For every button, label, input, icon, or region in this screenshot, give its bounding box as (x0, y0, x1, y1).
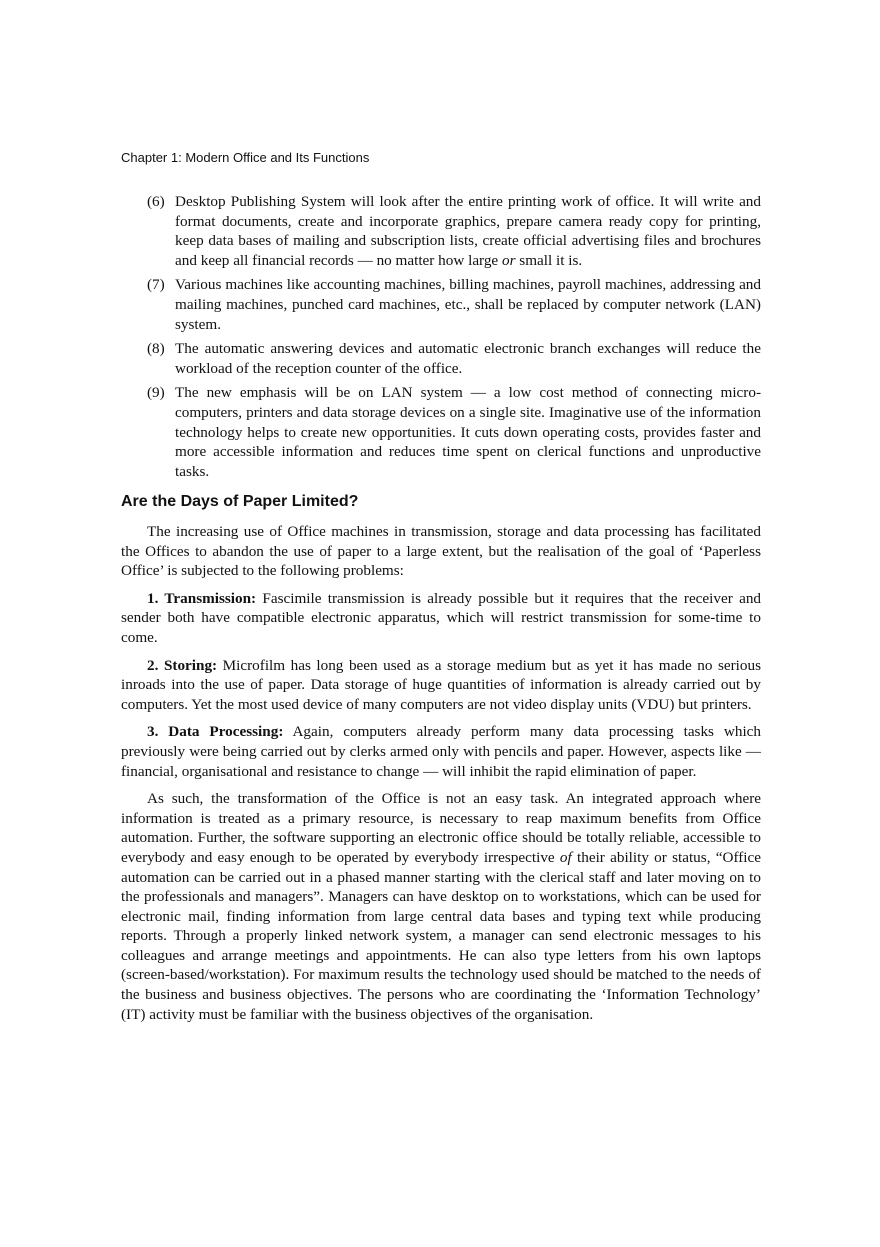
problem-text: Again, computers already perform many data processing tasks which previously were being carried out by clerks armed only with pencils and paper. However, aspects like — financial, organisational and resistance to change — will inhibit the rapid elimination of paper. (121, 723, 761, 780)
numbered-list (121, 192, 761, 486)
problem-paragraph (121, 656, 761, 715)
problem-label: 2. Storing: (147, 656, 218, 674)
list-item (121, 192, 761, 270)
list-item (121, 339, 761, 378)
list-item (121, 275, 761, 334)
list-text: The automatic answering devices and automatic electronic branch exchanges will reduce the workload of the reception counter of the office. (175, 340, 761, 377)
list-text: Desktop Publishing System will look after the entire printing work of office. It will write and format documents, create and incorporate graphics, prepare camera ready copy for printing, keep data bases of mailing and subscription lists, create official advertising files and brochures and keep all financial records — no matter how large (175, 193, 761, 269)
list-number: (7) (147, 276, 165, 294)
list-number: (8) (147, 340, 165, 358)
problem-paragraph (121, 722, 761, 781)
list-text-italic: or (501, 251, 516, 269)
section-heading: Are the Days of Paper Limited? (121, 493, 359, 510)
problem-paragraph (121, 589, 761, 648)
list-text: small it is. (515, 251, 583, 269)
closing-text: As such, the transformation of the Office is not an easy task. An integrated approach where information is treated as a primary resource, is necessary to reap maximum benefits from Office automation. Further, the software supporting an electronic office should be totally reliable, accessible to everybody and easy enough to be operated by everybody irrespective (121, 790, 761, 866)
closing-text-italic: of (559, 848, 572, 866)
closing-paragraph (121, 789, 761, 1024)
list-item (121, 383, 761, 481)
section-body (121, 522, 761, 1032)
list-number: (9) (147, 384, 165, 402)
problem-label: 1. Transmission: (147, 589, 257, 607)
problem-text: Microfilm has long been used as a storage medium but as yet it has made no serious inroads into the use of paper. Data storage of huge quantities of information is already carried out by computers. Yet the most used device of many computers are not video display units (VDU) but printers. (121, 656, 761, 713)
list-text: The new emphasis will be on LAN system — a low cost method of connecting micro-computers, printers and data storage devices on a single site. Imaginative use of the information technology helps to create new opportunities. It cuts down operating costs, provides faster and more accessible information and reduces time spent on clerical functions and unproductive tasks. (175, 384, 761, 480)
closing-text: their ability or status, “Office automation can be carried out in a phased manner starting with the clerical staff and later moving on to the professionals and managers”. Managers can have desktop on to workstations, which can be used for electronic mail, finding information from large central data bases and typing text while producing reports. Through a properly linked network system, a manager can send electronic messages to his colleagues and arrange meetings and appointments. He can also type letters from his own laptops (screen-based/workstation). For maximum results the technology used should be matched to the needs of the business and business objectives. The persons who are coordinating the ‘Information Technology’ (IT) activity must be familiar with the business objectives of the organisation. (121, 848, 761, 1023)
problem-text: Fascimile transmission is already possible but it requires that the receiver and sender both have compatible electronic apparatus, which will restrict transmission for some-time to come. (121, 589, 762, 646)
list-number: (6) (147, 193, 165, 210)
running-head: Chapter 1: Modern Office and Its Functions (121, 150, 370, 165)
problem-label: 3. Data Processing: (147, 723, 284, 741)
list-text: Various machines like accounting machines, billing machines, payroll machines, addressing and mailing machines, punched card machines, etc., shall be replaced by computer network (LAN) system. (175, 276, 761, 333)
intro-paragraph: The increasing use of Office machines in transmission, storage and data processing has facilitated the Offices to abandon the use of paper to a large extent, but the realisation of the goal of ‘Paperless Office’ is subjected to the following problems: (121, 523, 761, 580)
